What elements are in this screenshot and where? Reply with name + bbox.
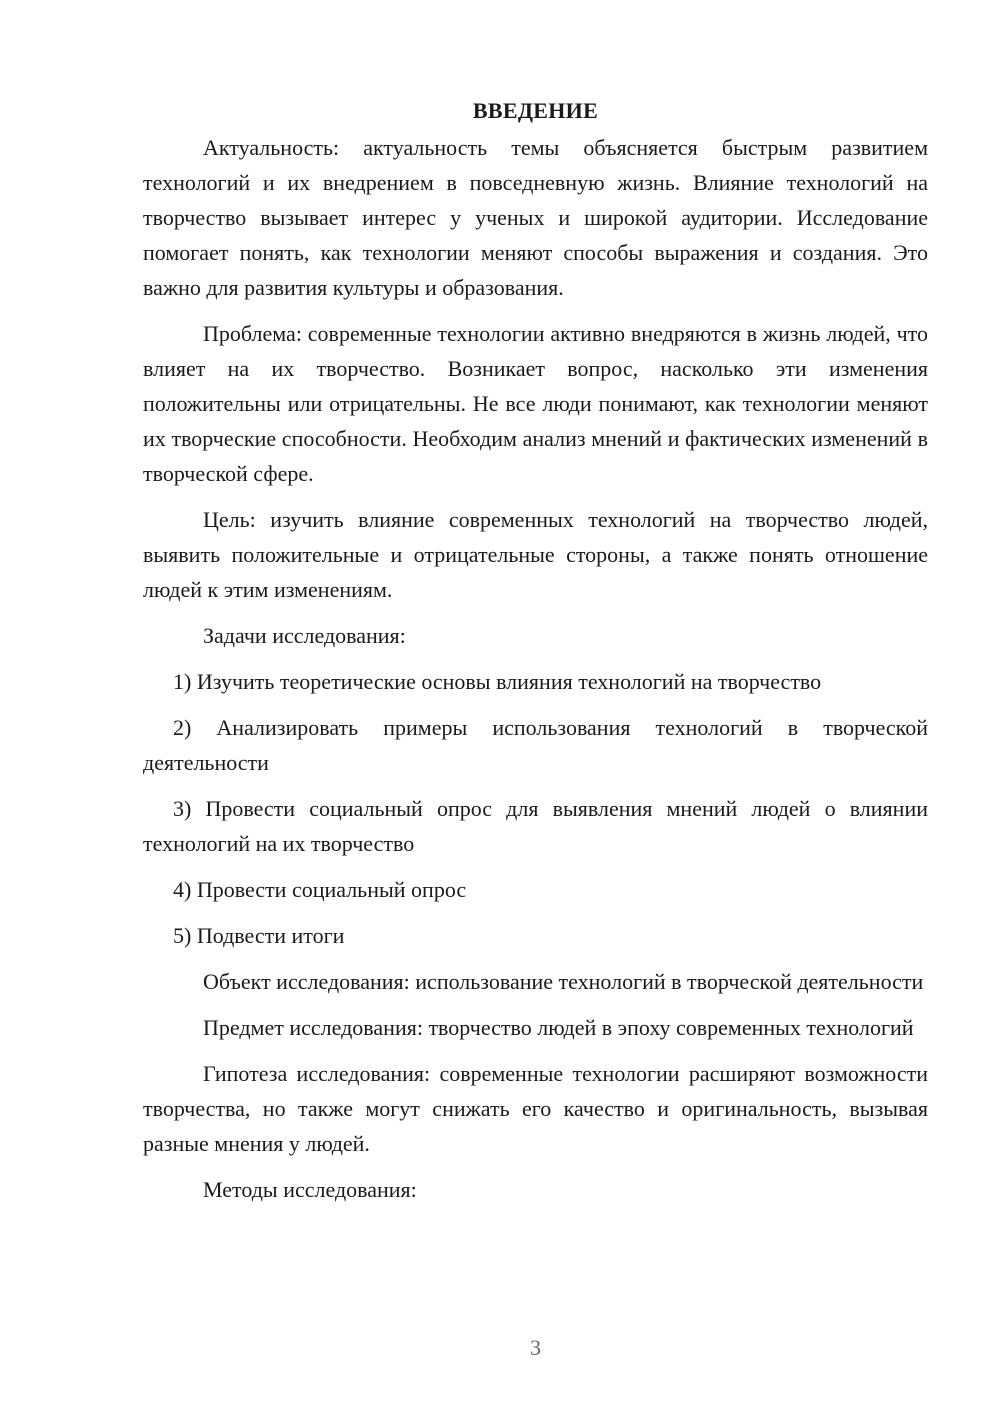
task-item-3: 3) Провести социальный опрос для выявления мнений людей о влиянии технологий на их творчество	[143, 796, 928, 856]
document-page	[143, 96, 928, 1218]
task-item-1: 1) Изучить теоретические основы влияния технологий на творчество	[173, 669, 822, 694]
paragraph-hypothesis: Гипотеза исследования: современные технологии расширяют возможности творчества, но также могут снижать его качество и оригинальность, вызывая разные мнения у людей.	[143, 1061, 928, 1156]
task-item-5: 5) Подвести итоги	[173, 923, 345, 948]
paragraph-subject: Предмет исследования: творчество людей в эпоху современных технологий	[203, 1015, 914, 1040]
section-title: ВВЕДЕНИЕ	[472, 98, 599, 123]
paragraph-relevance: Актуальность: актуальность темы объясняется быстрым развитием технологий и их внедрением в повседневную жизнь. Влияние технологий на творчество вызывает интерес у ученых и широкой аудитории. Исследование помогает понять, как технологии меняют способы выражения и создания. Это важно для развития культуры и образования.	[143, 135, 928, 300]
paragraph-object: Объект исследования: использование технологий в творческой деятельности	[203, 969, 924, 994]
paragraph-problem: Проблема: современные технологии активно внедряются в жизнь людей, что влияет на их творчество. Возникает вопрос, насколько эти изменения положительны или отрицательны. Не все люди понимают, как технологии меняют их творческие способности. Необходим анализ мнений и фактических изменений в творческой сфере.	[143, 321, 928, 486]
page-number: 3	[530, 1335, 541, 1360]
paragraph-tasks-heading: Задачи исследования:	[203, 623, 406, 648]
task-item-2: 2) Анализировать примеры использования технологий в творческой деятельности	[143, 715, 928, 775]
paragraph-methods: Методы исследования:	[203, 1177, 417, 1202]
paragraph-goal: Цель: изучить влияние современных технологий на творчество людей, выявить положительные и отрицательные стороны, а также понять отношение людей к этим изменениям.	[143, 507, 928, 602]
task-item-4: 4) Провести социальный опрос	[173, 877, 467, 902]
